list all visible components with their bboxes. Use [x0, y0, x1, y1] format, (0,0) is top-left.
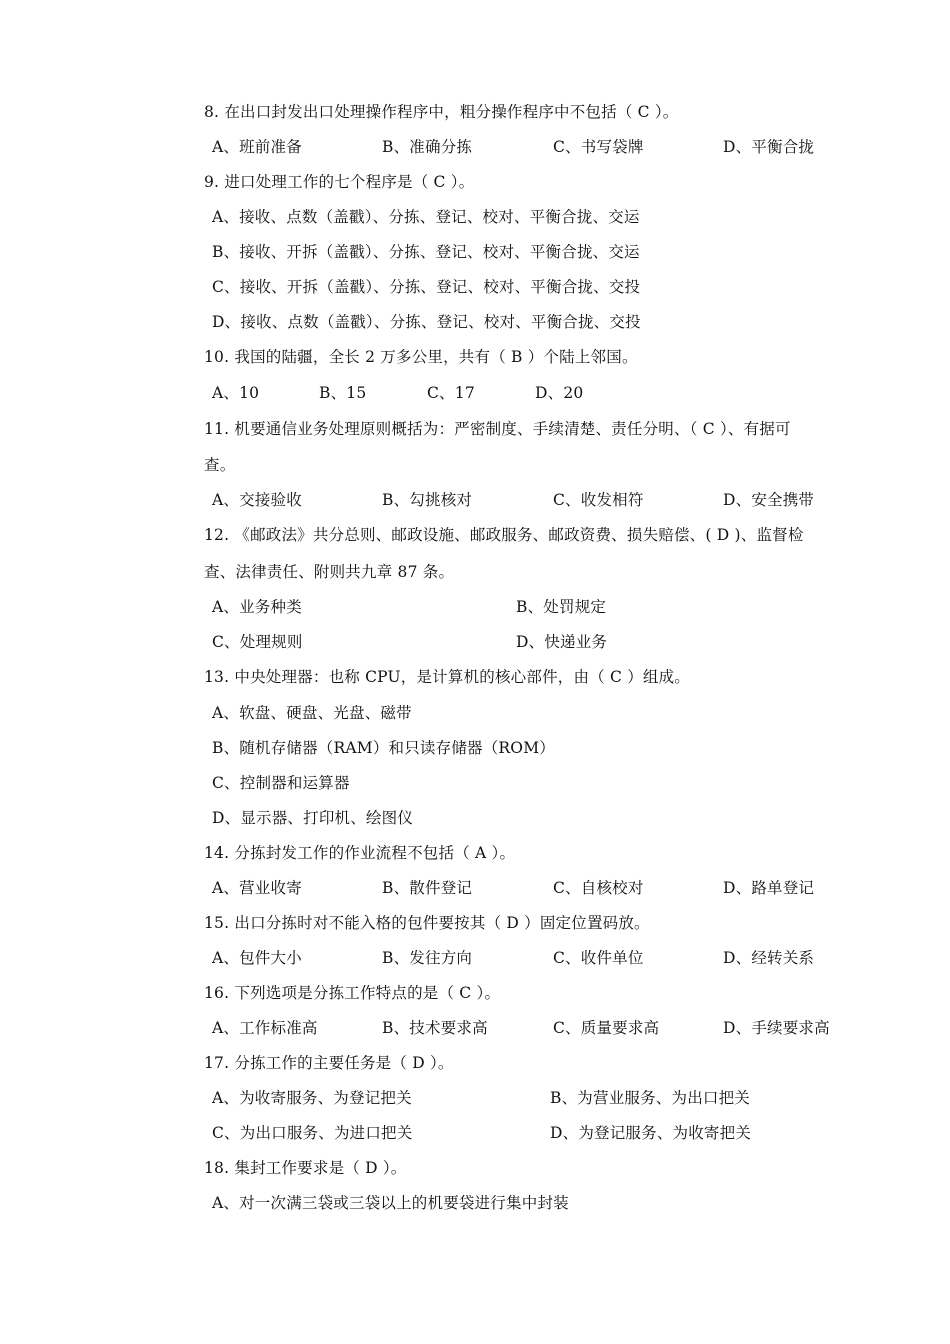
question-11: 11. 机要通信业务处理原则概括为：严密制度、手续清楚、责任分明、（ C ）、有据可	[204, 420, 791, 438]
question-15: 15. 出口分拣时对不能入格的包件要按其（ D ）固定位置码放。	[204, 914, 650, 932]
question-12-continuation: 查、法律责任、附则共九章 87 条。	[204, 563, 455, 581]
option-d: D、经转关系	[723, 949, 815, 967]
option-d: D、为登记服务、为收寄把关	[550, 1124, 752, 1142]
option-b: B、随机存储器（RAM）和只读存储器（ROM）	[212, 739, 555, 757]
question-12: 12. 《邮政法》共分总则、邮政设施、邮政服务、邮政资费、损失赔偿、( D )、监督检	[204, 526, 804, 544]
option-a: A、为收寄服务、为登记把关	[212, 1089, 412, 1107]
question-16: 16. 下列选项是分拣工作特点的是（ C ）。	[204, 984, 501, 1002]
option-d: D、安全携带	[723, 491, 815, 509]
option-b: B、技术要求高	[382, 1019, 488, 1037]
option-a: A、软盘、硬盘、光盘、磁带	[212, 704, 412, 722]
option-b: B、散件登记	[382, 879, 473, 897]
question-11-continuation: 查。	[204, 456, 236, 474]
option-a: A、交接验收	[212, 491, 302, 509]
option-a: A、包件大小	[212, 949, 302, 967]
option-a: A、对一次满三袋或三袋以上的机要袋进行集中封装	[212, 1194, 569, 1212]
option-a: A、工作标准高	[212, 1019, 318, 1037]
question-17: 17. 分拣工作的主要任务是（ D ）。	[204, 1054, 454, 1072]
option-d: D、显示器、打印机、绘图仪	[212, 809, 414, 827]
option-b: B、发往方向	[382, 949, 473, 967]
option-b: B、接收、开拆（盖戳）、分拣、登记、校对、平衡合拢、交运	[212, 243, 640, 261]
question-10: 10. 我国的陆疆，全长 2 万多公里，共有（ B ）个陆上邻国。	[204, 348, 638, 366]
option-d: D、路单登记	[723, 879, 815, 897]
option-c: C、为出口服务、为进口把关	[212, 1124, 413, 1142]
option-b: B、处罚规定	[516, 598, 607, 616]
option-a: A、接收、点数（盖戳）、分拣、登记、校对、平衡合拢、交运	[212, 208, 640, 226]
option-b: B、15	[319, 384, 367, 402]
option-b: B、准确分拣	[382, 138, 473, 156]
question-14: 14. 分拣封发工作的作业流程不包括（ A ）。	[204, 844, 516, 862]
question-9: 9. 进口处理工作的七个程序是（ C ）。	[204, 173, 475, 191]
option-d: D、20	[535, 384, 584, 402]
option-c: C、收件单位	[553, 949, 644, 967]
option-b: B、勾挑核对	[382, 491, 473, 509]
option-c: C、书写袋牌	[553, 138, 644, 156]
option-a: A、10	[212, 384, 260, 402]
question-8: 8. 在出口封发出口处理操作程序中，粗分操作程序中不包括（ C ）。	[204, 103, 679, 121]
option-d: D、快递业务	[516, 633, 608, 651]
option-c: C、处理规则	[212, 633, 303, 651]
option-c: C、17	[427, 384, 475, 402]
option-c: C、自核校对	[553, 879, 644, 897]
option-d: D、平衡合拢	[723, 138, 815, 156]
option-c: C、控制器和运算器	[212, 774, 350, 792]
option-d: D、手续要求高	[723, 1019, 830, 1037]
option-b: B、为营业服务、为出口把关	[550, 1089, 750, 1107]
option-c: C、收发相符	[553, 491, 644, 509]
option-c: C、质量要求高	[553, 1019, 660, 1037]
option-a: A、业务种类	[212, 598, 302, 616]
question-18: 18. 集封工作要求是（ D ）。	[204, 1159, 407, 1177]
question-13: 13. 中央处理器：也称 CPU，是计算机的核心部件，由（ C ）组成。	[204, 668, 690, 686]
option-a: A、班前准备	[212, 138, 302, 156]
option-d: D、接收、点数（盖戳）、分拣、登记、校对、平衡合拢、交投	[212, 313, 641, 331]
option-a: A、营业收寄	[212, 879, 302, 897]
option-c: C、接收、开拆（盖戳）、分拣、登记、校对、平衡合拢、交投	[212, 278, 641, 296]
